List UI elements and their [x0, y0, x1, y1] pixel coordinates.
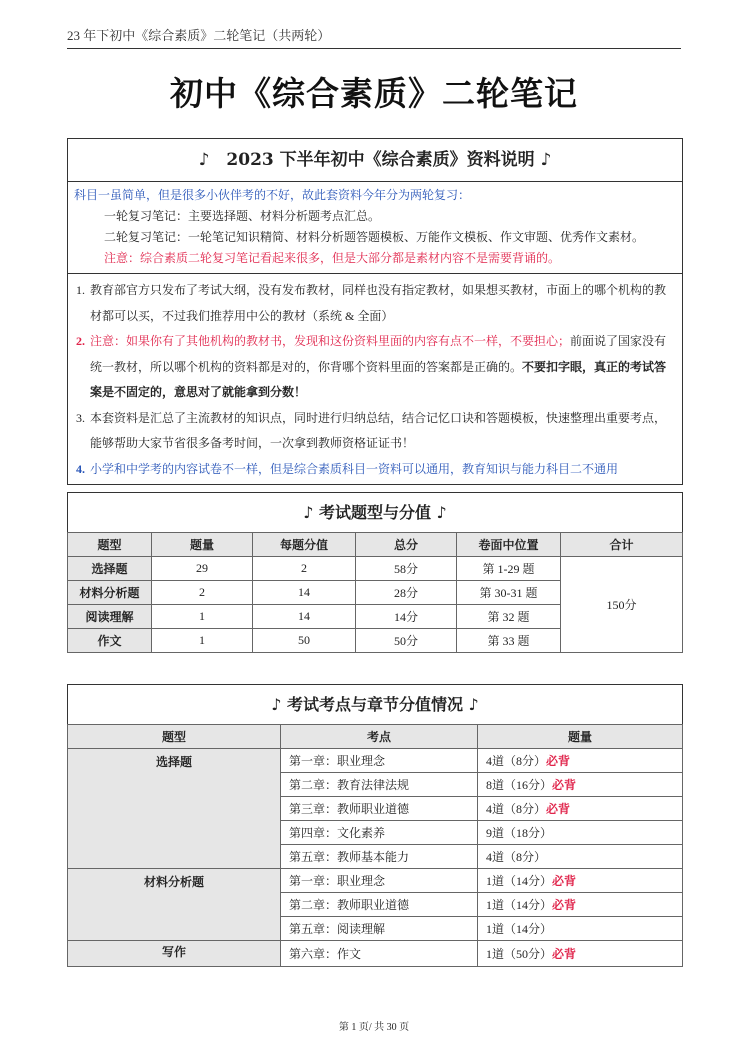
column-header: 题型 — [68, 533, 152, 557]
count-cell — [478, 893, 683, 917]
materials-notice-box — [67, 138, 683, 485]
point-cell: 第六章：作文 — [281, 941, 478, 967]
column-header: 题型 — [68, 725, 281, 749]
table-cell: 14 — [253, 605, 356, 629]
total-cell: 150分 — [561, 557, 683, 653]
list-item — [76, 406, 674, 457]
count-cell — [478, 821, 683, 845]
count-cell — [478, 917, 683, 941]
table-cell: 58分 — [356, 557, 457, 581]
type-cell: 写作 — [68, 941, 281, 967]
count-cell — [478, 845, 683, 869]
item-text-warning: 注意：如果你有了其他机构的教材书，发现和这份资料里面的内容有点不一样，不要担心； — [90, 334, 571, 348]
column-header: 卷面中位置 — [457, 533, 561, 557]
table-header-row — [68, 725, 683, 749]
table-cell: 2 — [253, 557, 356, 581]
page-title: 初中《综合素质》二轮笔记 — [170, 74, 578, 113]
must-memorize-tag: 必背 — [552, 947, 577, 961]
list-item — [76, 278, 674, 329]
count-text: 4道（8分） — [486, 850, 547, 864]
table-cell: 作文 — [68, 629, 152, 653]
must-memorize-tag: 必背 — [552, 778, 577, 792]
count-text: 1道（14分） — [486, 898, 553, 912]
notice-list — [68, 274, 682, 484]
table-cell: 14 — [253, 581, 356, 605]
point-cell: 第二章：教师职业道德 — [281, 893, 478, 917]
table-row — [68, 557, 683, 581]
table-cell: 第 33 题 — [457, 629, 561, 653]
column-header: 考点 — [281, 725, 478, 749]
count-text: 4道（8分） — [486, 802, 547, 816]
table-cell: 1 — [152, 629, 253, 653]
point-cell: 第四章：文化素养 — [281, 821, 478, 845]
notice-title: ♪ 2023 下半年初中《综合素质》资料说明 ♪ — [68, 139, 682, 182]
intro-line: 科目一虽简单，但是很多小伙伴考的不好，故此套资料今年分为两轮复习： — [74, 188, 471, 202]
point-cell: 第二章：教育法律法规 — [281, 773, 478, 797]
point-cell: 第一章：职业理念 — [281, 749, 478, 773]
count-text: 4道（8分） — [486, 754, 547, 768]
table-cell: 50 — [253, 629, 356, 653]
column-header: 题量 — [152, 533, 253, 557]
list-item — [76, 457, 674, 483]
table-cell: 材料分析题 — [68, 581, 152, 605]
table-cell: 28分 — [356, 581, 457, 605]
type-cell: 选择题 — [68, 749, 281, 869]
table-cell: 第 30-31 题 — [457, 581, 561, 605]
point-cell: 第三章：教师职业道德 — [281, 797, 478, 821]
chapter-scores-section — [67, 684, 683, 967]
table-row — [68, 749, 683, 773]
must-memorize-tag: 必背 — [552, 874, 577, 888]
point-cell: 第一章：职业理念 — [281, 869, 478, 893]
must-memorize-tag: 必背 — [546, 802, 571, 816]
count-text: 8道（16分） — [486, 778, 553, 792]
item-text: 教育部官方只发布了考试大纲，没有发布教材，同样也没有指定教材，如果想买教材，市面上的哪个机构的教材都可以买，不过我们推荐用中公的教材（系统 & 全面） — [90, 283, 667, 323]
table-cell: 第 32 题 — [457, 605, 561, 629]
count-text: 1道（50分） — [486, 947, 553, 961]
point-cell: 第五章：阅读理解 — [281, 917, 478, 941]
point-cell: 第五章：教师基本能力 — [281, 845, 478, 869]
chapter-scores-title: ♪ 考试考点与章节分值情况 ♪ — [67, 684, 683, 724]
list-item — [76, 329, 674, 406]
table-cell: 50分 — [356, 629, 457, 653]
item-text-normal: 前面说了国家没有统一教材，所以哪个机构的资料都是对的，你背哪个资料里面的答案都是正确的。 — [90, 334, 667, 374]
item-text — [90, 329, 674, 406]
column-header: 题量 — [478, 725, 683, 749]
count-text: 1道（14分） — [486, 874, 553, 888]
table-cell: 29 — [152, 557, 253, 581]
running-header: 23 年下初中《综合素质》二轮笔记（共两轮） — [67, 26, 681, 49]
count-cell — [478, 797, 683, 821]
table-header-row — [68, 533, 683, 557]
intro-line: 二轮复习笔记：一轮笔记知识精简、材料分析题答题模板、万能作文模板、作文审题、优秀作文素材。 — [104, 230, 645, 244]
column-header: 合计 — [561, 533, 683, 557]
column-header: 总分 — [356, 533, 457, 557]
column-header: 每题分值 — [253, 533, 356, 557]
count-cell — [478, 941, 683, 967]
type-cell: 材料分析题 — [68, 869, 281, 941]
intro-line: 一轮复习笔记：主要选择题、材料分析题考点汇总。 — [104, 209, 381, 223]
count-cell — [478, 773, 683, 797]
table-row — [68, 869, 683, 893]
notice-intro — [68, 182, 682, 274]
table-row — [68, 941, 683, 967]
exam-structure-table — [67, 532, 683, 653]
table-cell: 2 — [152, 581, 253, 605]
item-number: 2. — [76, 334, 85, 348]
table-cell: 阅读理解 — [68, 605, 152, 629]
count-cell — [478, 869, 683, 893]
must-memorize-tag: 必背 — [552, 898, 577, 912]
item-number: 1. — [76, 283, 85, 297]
table-cell: 第 1-29 题 — [457, 557, 561, 581]
item-number: 3. — [76, 410, 85, 425]
chapter-scores-table — [67, 724, 683, 967]
table-cell: 1 — [152, 605, 253, 629]
table-cell: 选择题 — [68, 557, 152, 581]
must-memorize-tag: 必背 — [546, 754, 571, 768]
count-cell — [478, 749, 683, 773]
page-footer: 第 1 页/ 共 30 页 — [338, 1022, 410, 1033]
intro-line: 注意：综合素质二轮复习笔记看起来很多，但是大部分都是素材内容不是需要背诵的。 — [104, 251, 561, 265]
count-text: 9道（18分） — [486, 826, 553, 840]
exam-structure-section — [67, 492, 683, 653]
table-cell: 14分 — [356, 605, 457, 629]
item-text: 小学和中学考的内容试卷不一样，但是综合素质科目一资料可以通用，教育知识与能力科目二不通用 — [90, 461, 619, 476]
item-text: 本套资料是汇总了主流教材的知识点，同时进行归纳总结，结合记忆口诀和答题模板，快速整理出重要考点，能够帮助大家节省很多备考时间，一次拿到教师资格证证书！ — [90, 410, 667, 450]
count-text: 1道（14分） — [486, 922, 553, 936]
item-number: 4. — [76, 461, 85, 476]
item-text-bold: 不要扣字眼，真正的考试答案是不固定的，意思对了就能拿到分数！ — [90, 359, 667, 399]
exam-structure-title: ♪ 考试题型与分值 ♪ — [67, 492, 683, 532]
